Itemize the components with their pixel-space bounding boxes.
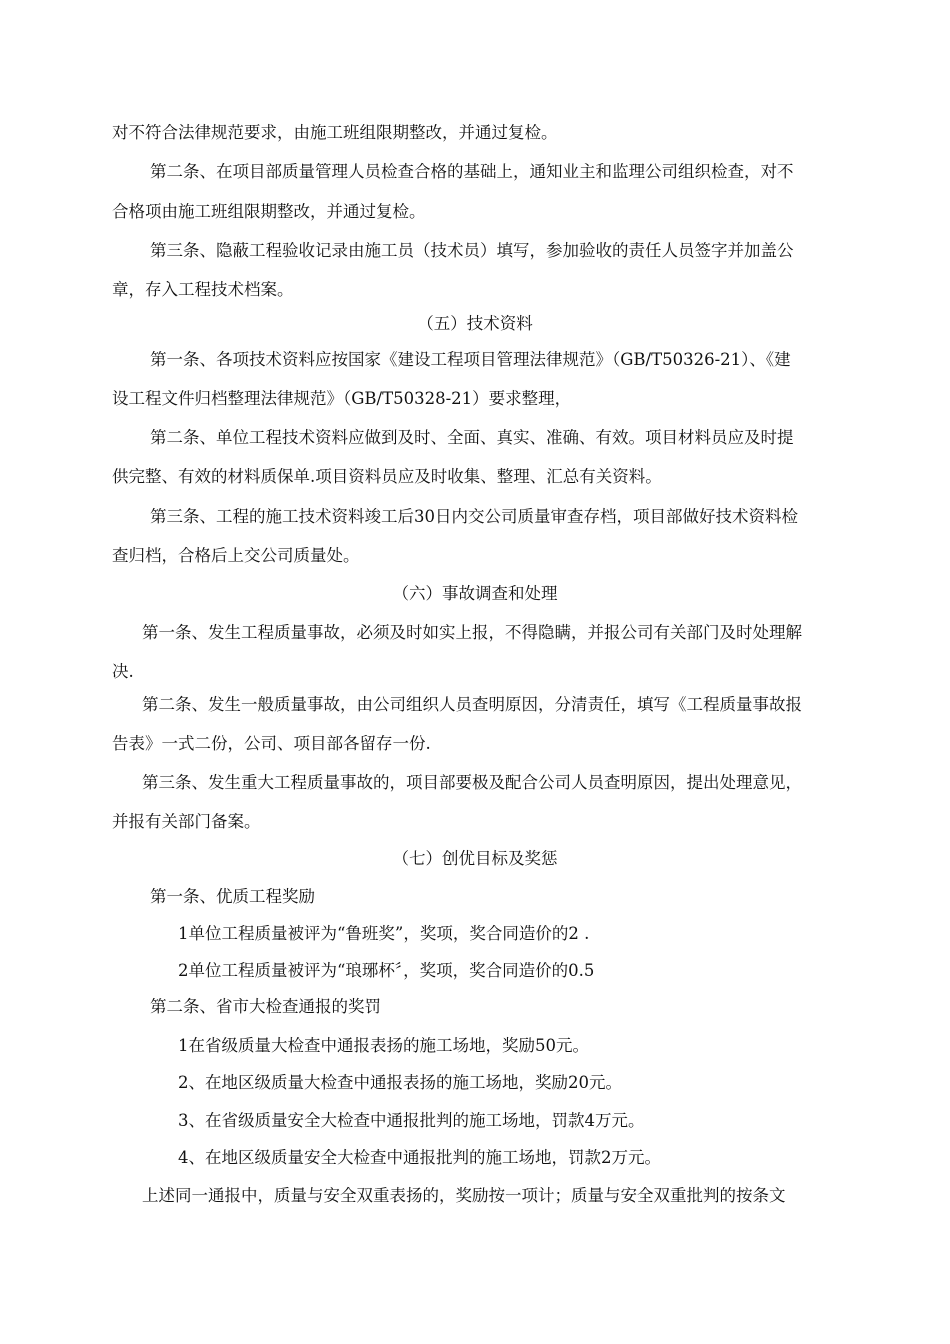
- text-line: 第三条、隐蔽工程验收记录由施工员（技术员）填写，参加验收的责任人员签字并加盖公: [150, 241, 794, 260]
- section-heading: （七）创优目标及奖惩: [392, 849, 558, 868]
- text-line: 3、在省级质量安全大检查中通报批判的施工场地，罚款4万元。: [178, 1111, 645, 1130]
- text-line: 第三条、工程的施工技术资料竣工后30日内交公司质量审查存档，项目部做好技术资料检: [150, 507, 798, 526]
- text-line: 设工程文件归档整理法律规范》（GB/T50328-21）要求整理，: [112, 389, 572, 408]
- text-line: 合格项由施工班组限期整改，并通过复检。: [112, 202, 426, 221]
- text-line: 第二条、省市大检查通报的奖罚: [150, 997, 381, 1016]
- text-line: 供完整、有效的材料质保单.项目资料员应及时收集、整理、汇总有关资料。: [112, 467, 662, 486]
- text-line: 第一条、各项技术资料应按国家《建设工程项目管理法律规范》（GB/T50326-21）、《建: [150, 350, 791, 369]
- text-line: 告表》一式二份，公司、项目部各留存一份.: [112, 734, 431, 753]
- text-line: 第二条、在项目部质量管理人员检查合格的基础上，通知业主和监理公司组织检查，对不: [150, 162, 794, 181]
- text-line: 对不符合法律规范要求，由施工班组限期整改，并通过复检。: [112, 123, 558, 142]
- text-line: 2单位工程质量被评为“琅琊杯〞，奖项，奖合同造价的0.5: [178, 961, 595, 980]
- text-line: 1单位工程质量被评为“鲁班奖”，奖项，奖合同造价的2 .: [178, 924, 590, 943]
- text-line: 查归档，合格后上交公司质量处。: [112, 546, 360, 565]
- section-heading: （六）事故调查和处理: [392, 584, 558, 603]
- text-line: 第一条、发生工程质量事故，必须及时如实上报，不得隐瞒，并报公司有关部门及时处理解: [142, 623, 802, 642]
- text-line: 第二条、发生一般质量事故，由公司组织人员查明原因，分清责任，填写《工程质量事故报: [142, 695, 802, 714]
- text-line: 章，存入工程技术档案。: [112, 280, 294, 299]
- text-line: 2、在地区级质量大检查中通报表扬的施工场地，奖励20元。: [178, 1073, 622, 1092]
- text-line: 上述同一通报中，质量与安全双重表扬的，奖励按一项计；质量与安全双重批判的按条文: [142, 1186, 786, 1205]
- text-line: 1在省级质量大检查中通报表扬的施工场地，奖励50元。: [178, 1036, 589, 1055]
- section-heading: （五）技术资料: [417, 314, 533, 333]
- text-line: 第二条、单位工程技术资料应做到及时、全面、真实、准确、有效。项目材料员应及时提: [150, 428, 794, 447]
- text-line: 第三条、发生重大工程质量事故的，项目部要极及配合公司人员查明原因，提出处理意见，: [142, 773, 802, 792]
- text-line: 决.: [112, 662, 134, 681]
- text-line: 4、在地区级质量安全大检查中通报批判的施工场地，罚款2万元。: [178, 1148, 661, 1167]
- text-line: 第一条、优质工程奖励: [150, 887, 315, 906]
- text-line: 并报有关部门备案。: [112, 812, 261, 831]
